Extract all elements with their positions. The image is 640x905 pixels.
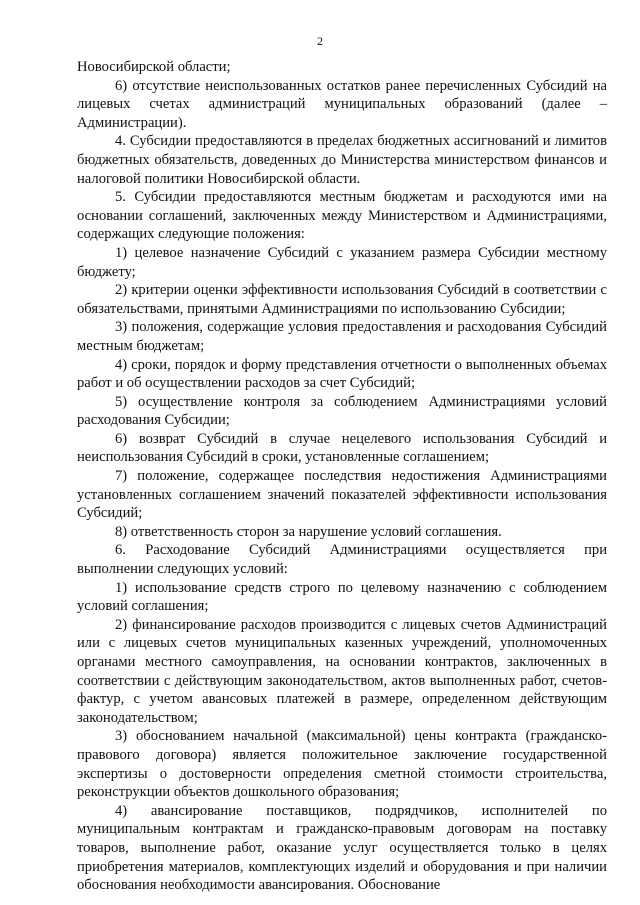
paragraph: 2) критерии оценки эффективности использования Субсидий в соответствии с обязательствами, принятыми Администрациями по использованию Субсидии; <box>77 282 607 317</box>
paragraph: 3) обоснованием начальной (максимальной) цены контракта (гражданско-правового договора) является положительное заключение государственной экспертизы о достоверности определения сметной стоимости строительства, реконструкции объектов дошкольного образования; <box>77 728 607 801</box>
paragraph: 6) отсутствие неиспользованных остатков ранее перечисленных Субсидий на лицевых счетах администраций муниципальных образований (далее – Администрации). <box>77 77 607 131</box>
paragraph: 4) сроки, порядок и форму представления отчетности о выполненных объемах работ и об осуществлении расходов за счет Субсидий; <box>77 356 607 392</box>
paragraph: 1) целевое назначение Субсидий с указанием размера Субсидии местному бюджету; <box>77 244 607 280</box>
document-body <box>77 58 607 895</box>
paragraph: 6) возврат Субсидий в случае нецелевого использования Субсидий и неиспользования Субсидий в сроки, установленные соглашением; <box>77 430 607 466</box>
paragraph: 8) ответственность сторон за нарушение условий соглашения. <box>115 523 502 540</box>
paragraph: 5. Субсидии предоставляются местным бюджетам и расходуются ими на основании соглашений, заключенных между Министерством и Администрациями, содержащих следующие положения: <box>77 189 607 243</box>
paragraph: 7) положение, содержащее последствия недостижения Администрациями установленных соглашением значений показателей эффективности использования Субсидий; <box>77 468 607 522</box>
paragraph: 5) осуществление контроля за соблюдением Администрациями условий расходования Субсидии; <box>77 393 607 429</box>
paragraph: 4. Субсидии предоставляются в пределах бюджетных ассигнований и лимитов бюджетных обязательств, доведенных до Министерства министерством финансов и налоговой политики Новосибирской области. <box>77 133 607 187</box>
paragraph: 3) положения, содержащие условия предоставления и расходования Субсидий местным бюджетам; <box>77 319 607 354</box>
paragraph: 4) авансирование поставщиков, подрядчиков, исполнителей по муниципальным контрактам и гражданско-правовым договорам на поставку товаров, выполнение работ, оказание услуг осуществляется только в целях приобретения материалов, комплектующих изделий и оборудования и при наличии обоснования необходимости авансирования. Обоснование <box>77 802 607 894</box>
paragraph: 6. Расходование Субсидий Администрациями осуществляется при выполнении следующих условий: <box>77 542 607 578</box>
paragraph: 1) использование средств строго по целевому назначению с соблюдением условий соглашения; <box>77 579 607 615</box>
paragraph: 2) финансирование расходов производится с лицевых счетов Администраций или с лицевых счетов муниципальных казенных учреждений, уполномоченных органами местного самоуправления, на основании контрактов, заключенных в соответствии с действующим законодательством, актов выполненных работ, счетов-фактур, с учетом авансовых платежей в размере, определенном действующим законодательством; <box>77 616 607 726</box>
page-number: 2 <box>317 34 323 48</box>
paragraph: Новосибирской области; <box>77 59 231 75</box>
